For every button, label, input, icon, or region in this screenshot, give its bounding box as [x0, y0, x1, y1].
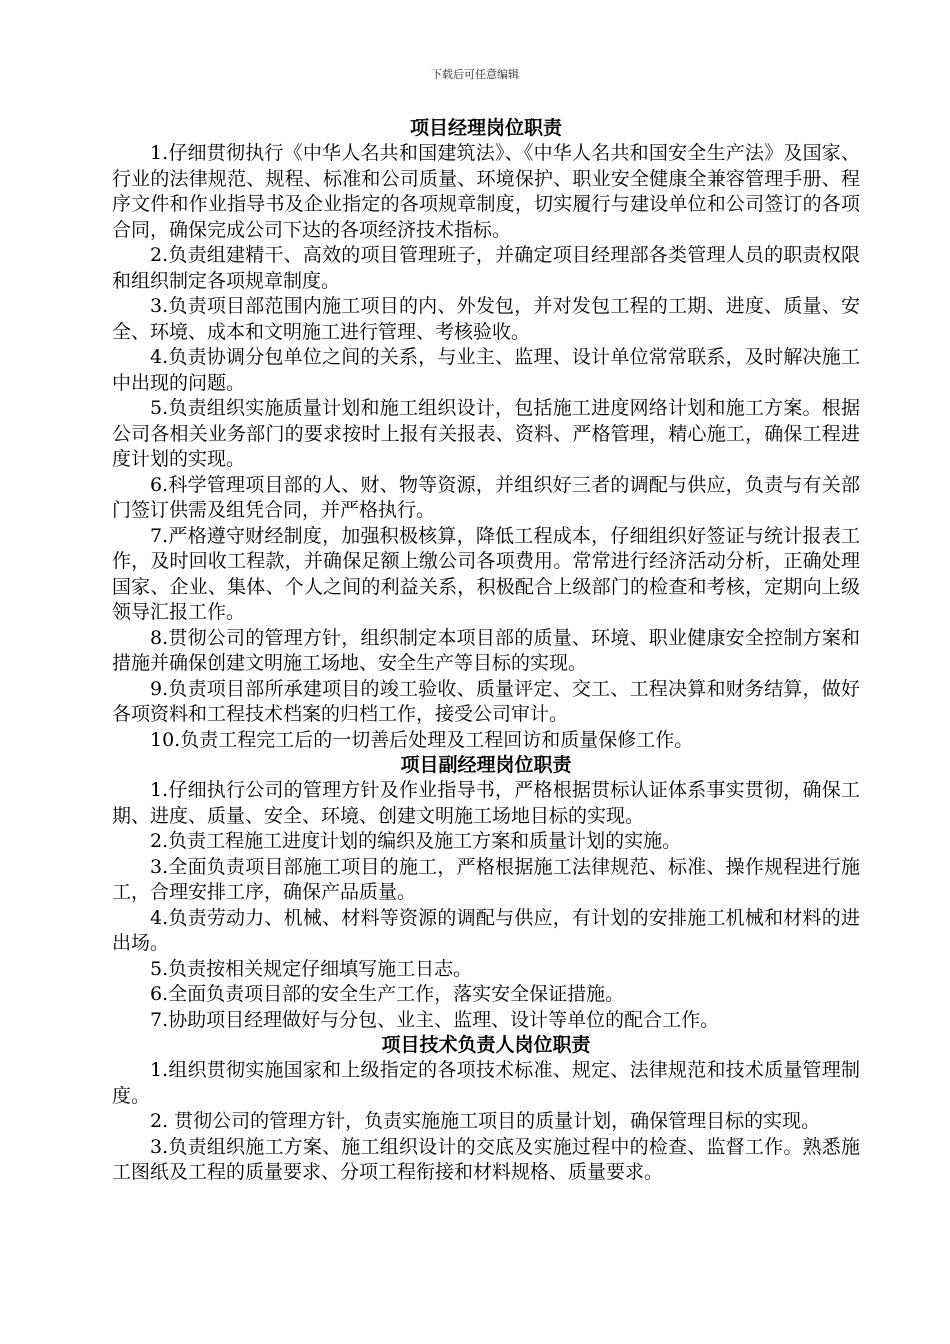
document-body	[112, 116, 860, 1186]
list-item: 6.全面负责项目部的安全生产工作，落实安全保证措施。	[150, 983, 625, 1005]
list-item: 1.仔细贯彻执行《中华人名共和国建筑法》、《中华人名共和国安全生产法》及国家、行业的法律规范、规程、标准和公司质量、环境保护、职业安全健康全兼容管理手册、程序文件和作业指导书及企业指定的各项规章制度，切实履行与建设单位和公司签订的各项合同，确保完成公司下达的各项经济技术指标。	[112, 142, 860, 241]
list-item: 9.负责项目部所承建项目的竣工验收、质量评定、交工、工程决算和财务结算，做好各项资料和工程技术档案的归档工作，接受公司审计。	[112, 677, 860, 725]
list-item: 7.协助项目经理做好与分包、业主、监理、设计等单位的配合工作。	[150, 1008, 720, 1031]
list-item: 3.全面负责项目部施工项目的施工，严格根据施工法律规范、标准、操作规程进行施工，合理安排工序，确保产品质量。	[112, 855, 860, 903]
list-item: 1.仔细执行公司的管理方针及作业指导书，严格根据贯标认证体系事实贯彻，确保工期、进度、质量、安全、环境、创建文明施工场地目标的实现。	[112, 779, 860, 827]
list-item: 5.负责按相关规定仔细填写施工日志。	[150, 957, 473, 980]
list-item: 5.负责组织实施质量计划和施工组织设计，包括施工进度网络计划和施工方案。根据公司各相关业务部门的要求按时上报有关报表、资料、严格管理，精心施工，确保工程进度计划的实现。	[112, 397, 860, 470]
list-item: 3.负责项目部范围内施工项目的内、外发包，并对发包工程的工期、进度、质量、安全、环境、成本和文明施工进行管理、考核验收。	[112, 295, 860, 343]
list-item: 2.负责工程施工进度计划的编织及施工方案和质量计划的实施。	[150, 830, 682, 852]
list-item: 7.严格遵守财经制度，加强积极核算，降低工程成本，仔细组织好签证与统计报表工作，及时回收工程款，并确保足额上缴公司各项费用。常常进行经济活动分析，正确处理国家、企业、集体、个人之间的利益关系，积极配合上级部门的检查和考核，定期向上级领导汇报工作。	[112, 524, 860, 623]
list-item: 4.负责劳动力、机械、材料等资源的调配与供应，有计划的安排施工机械和材料的进出场。	[112, 906, 860, 954]
list-item: 8.贯彻公司的管理方针，组织制定本项目部的质量、环境、职业健康安全控制方案和措施并确保创建文明施工场地、安全生产等目标的实现。	[112, 626, 860, 674]
list-item: 2. 贯彻公司的管理方针，负责实施施工项目的质量计划，确保管理目标的实现。	[150, 1110, 821, 1132]
list-item: 3.负责组织施工方案、施工组织设计的交底及实施过程中的检查、监督工作。熟悉施工图纸及工程的质量要求、分项工程衔接和材料规格、质量要求。	[112, 1135, 860, 1183]
section-title: 项目技术负责人岗位职责	[381, 1034, 591, 1056]
list-item: 4.负责协调分包单位之间的关系，与业主、监理、设计单位常常联系，及时解决施工中出现的问题。	[112, 346, 860, 394]
list-item: 2.负责组建精干、高效的项目管理班子，并确定项目经理部各类管理人员的职责权限和组织制定各项规章制度。	[112, 244, 860, 292]
list-item: 6.科学管理项目部的人、财、物等资源，并组织好三者的调配与供应，负责与有关部门签订供需及组凭合同，并严格执行。	[112, 473, 860, 521]
section-title: 项目经理岗位职责	[409, 117, 562, 139]
header-note: 下载后可任意编辑	[431, 68, 519, 81]
list-item: 10.负责工程完工后的一切善后处理及工程回访和质量保修工作。	[150, 728, 694, 751]
section-title: 项目副经理岗位职责	[400, 754, 572, 776]
list-item: 1.组织贯彻实施国家和上级指定的各项技术标准、规定、法律规范和技术质量管理制度。	[112, 1059, 860, 1107]
